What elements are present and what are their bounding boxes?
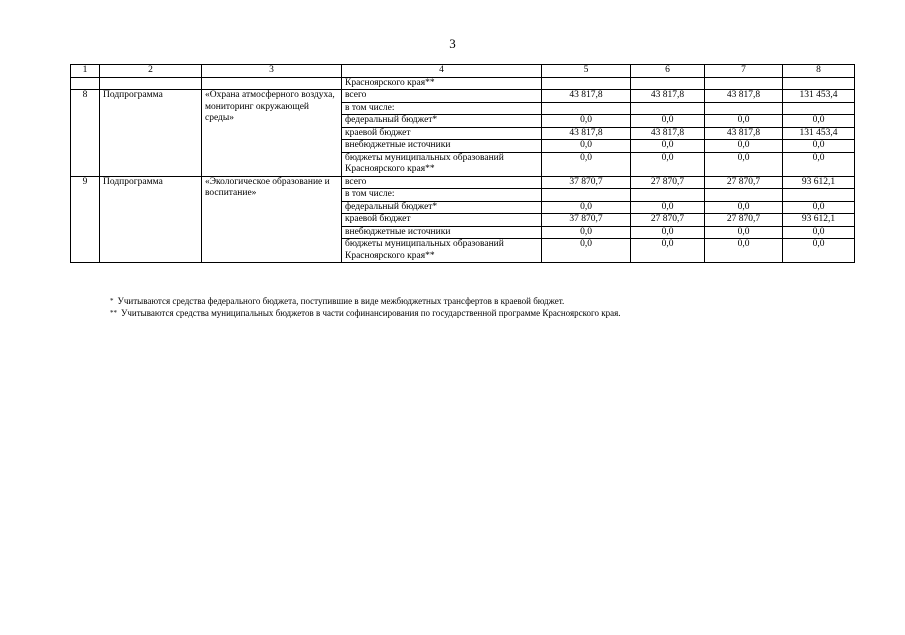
source-label: федеральный бюджет* xyxy=(342,115,542,128)
value-col8: 93 612,1 xyxy=(783,176,855,189)
value-col6: 0,0 xyxy=(631,239,705,263)
value-col6: 43 817,8 xyxy=(631,127,705,140)
table-row xyxy=(71,176,855,189)
value-col5: 0,0 xyxy=(542,201,631,214)
value-col8: 0,0 xyxy=(783,201,855,214)
source-label: внебюджетные источники xyxy=(342,226,542,239)
value-col7: 27 870,7 xyxy=(705,176,783,189)
column-number: 7 xyxy=(705,65,783,78)
footnote-mark: * xyxy=(110,297,114,305)
column-number: 2 xyxy=(100,65,202,78)
source-label: в том числе: xyxy=(342,189,542,202)
program-name: «Экологическое образование и воспитание» xyxy=(202,176,342,263)
value-col8: 0,0 xyxy=(783,152,855,176)
program-number: 8 xyxy=(71,90,100,177)
value-col7: 43 817,8 xyxy=(705,127,783,140)
page-number: 3 xyxy=(449,36,456,51)
source-label: краевой бюджет xyxy=(342,127,542,140)
value-col5: 0,0 xyxy=(542,115,631,128)
source-label: всего xyxy=(342,176,542,189)
column-number-row xyxy=(71,65,855,78)
value-col6: 27 870,7 xyxy=(631,214,705,227)
column-number: 4 xyxy=(342,65,542,78)
value-col7: 0,0 xyxy=(705,201,783,214)
value-col5: 0,0 xyxy=(542,239,631,263)
value-col5: 43 817,8 xyxy=(542,90,631,103)
continuation-row xyxy=(71,77,855,90)
table-row xyxy=(71,90,855,103)
source-label: федеральный бюджет* xyxy=(342,201,542,214)
program-type: Подпрограмма xyxy=(100,90,202,177)
column-number: 5 xyxy=(542,65,631,78)
value-col8: 0,0 xyxy=(783,226,855,239)
source-label: внебюджетные источники xyxy=(342,140,542,153)
column-number: 6 xyxy=(631,65,705,78)
value-col8: 0,0 xyxy=(783,239,855,263)
value-col7: 0,0 xyxy=(705,152,783,176)
source-label: бюджеты муниципальных образований Красноярского края** xyxy=(342,152,542,176)
value-col7: 0,0 xyxy=(705,239,783,263)
value-col7: 0,0 xyxy=(705,115,783,128)
value-col6: 0,0 xyxy=(631,152,705,176)
value-col7 xyxy=(705,102,783,115)
value-col8 xyxy=(783,189,855,202)
column-number: 8 xyxy=(783,65,855,78)
footnote xyxy=(110,308,621,319)
footnote-text: Учитываются средства федерального бюджета, поступившие в виде межбюджетных трансфертов в краевой бюджет. xyxy=(117,296,565,306)
program-number: 9 xyxy=(71,176,100,263)
source-label: бюджеты муниципальных образований Красноярского края** xyxy=(342,239,542,263)
value-col6: 43 817,8 xyxy=(631,90,705,103)
footnote xyxy=(110,296,564,307)
value-col8: 93 612,1 xyxy=(783,214,855,227)
value-col8: 131 453,4 xyxy=(783,90,855,103)
value-col8: 131 453,4 xyxy=(783,127,855,140)
value-col7: 43 817,8 xyxy=(705,90,783,103)
value-col8 xyxy=(783,102,855,115)
column-number: 1 xyxy=(71,65,100,78)
value-col6: 0,0 xyxy=(631,140,705,153)
continuation-label: Красноярского края** xyxy=(342,77,542,90)
value-col5: 43 817,8 xyxy=(542,127,631,140)
value-col7: 0,0 xyxy=(705,226,783,239)
value-col5 xyxy=(542,189,631,202)
value-col7 xyxy=(705,189,783,202)
value-col5: 37 870,7 xyxy=(542,214,631,227)
value-col5: 0,0 xyxy=(542,140,631,153)
program-type: Подпрограмма xyxy=(100,176,202,263)
value-col5: 0,0 xyxy=(542,152,631,176)
program-name: «Охрана атмосферного воздуха, мониторинг окружающей среды» xyxy=(202,90,342,177)
value-col7: 0,0 xyxy=(705,140,783,153)
value-col5: 0,0 xyxy=(542,226,631,239)
column-number: 3 xyxy=(202,65,342,78)
footnote-mark: ** xyxy=(110,309,117,317)
budget-table xyxy=(70,64,855,263)
value-col6: 0,0 xyxy=(631,115,705,128)
value-col7: 27 870,7 xyxy=(705,214,783,227)
source-label: в том числе: xyxy=(342,102,542,115)
value-col5: 37 870,7 xyxy=(542,176,631,189)
value-col6 xyxy=(631,102,705,115)
value-col6: 0,0 xyxy=(631,226,705,239)
value-col6: 27 870,7 xyxy=(631,176,705,189)
value-col6 xyxy=(631,189,705,202)
value-col5 xyxy=(542,102,631,115)
footnote-text: Учитываются средства муниципальных бюджетов в части софинансирования по государственной программе Красноярского края. xyxy=(121,308,621,318)
value-col8: 0,0 xyxy=(783,115,855,128)
source-label: всего xyxy=(342,90,542,103)
value-col6: 0,0 xyxy=(631,201,705,214)
source-label: краевой бюджет xyxy=(342,214,542,227)
value-col8: 0,0 xyxy=(783,140,855,153)
